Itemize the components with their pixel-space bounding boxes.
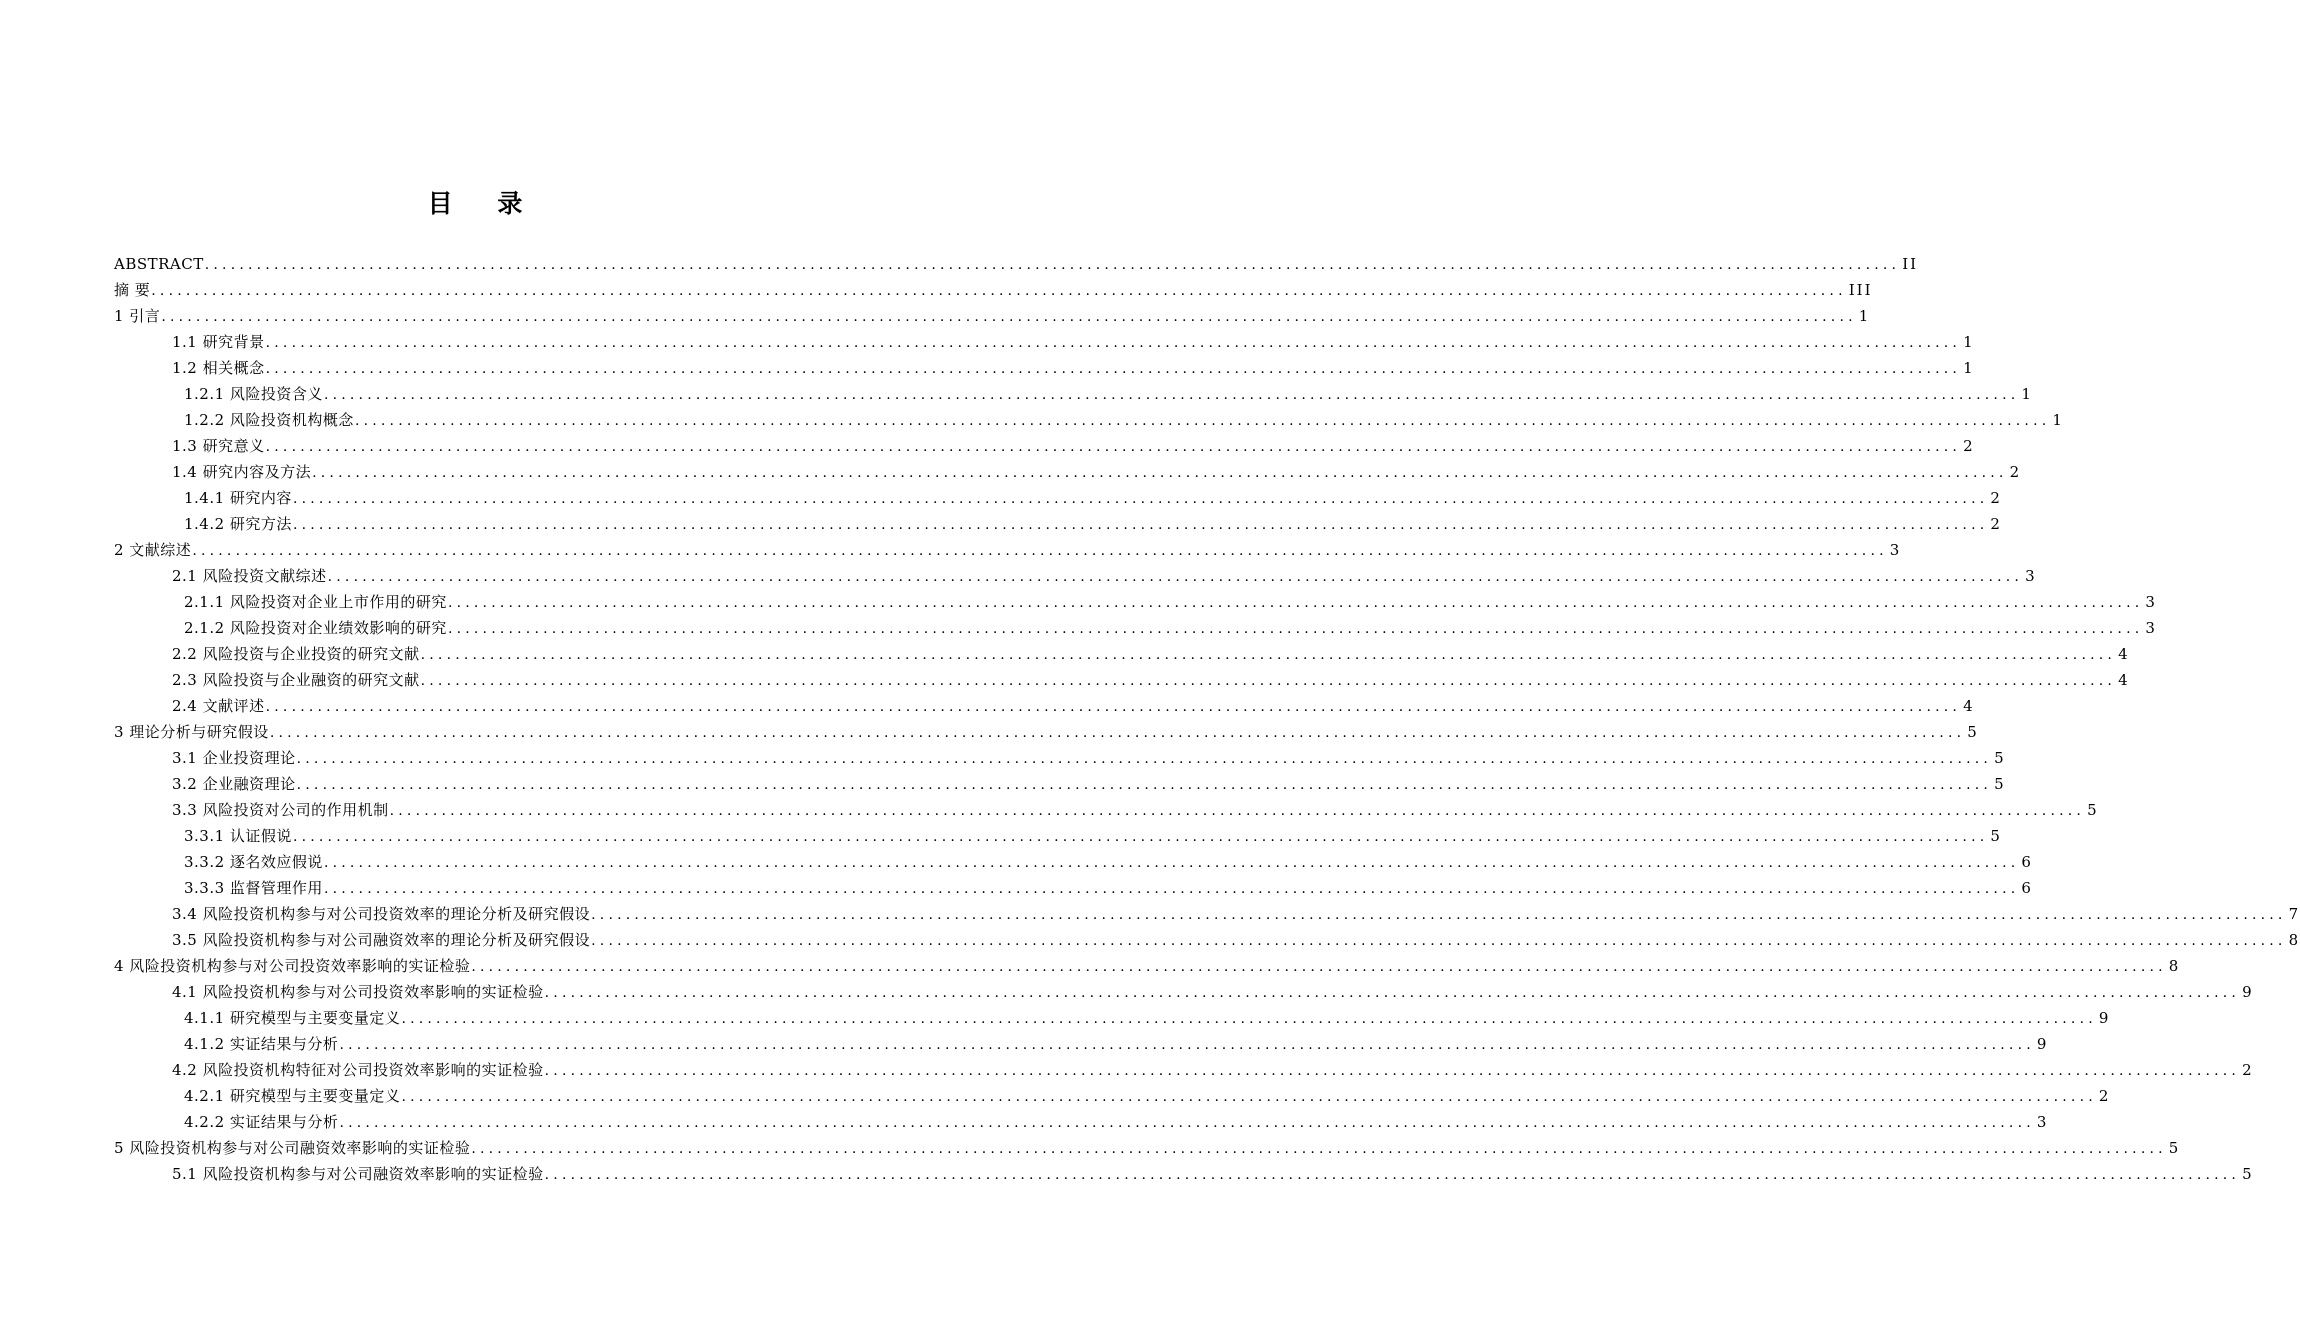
toc-entry-label: 3.2 企业融资理论 [172,775,296,793]
toc-entry-label: 3.3.3 监督管理作用 [184,879,323,897]
toc-entry-label: 1.3 研究意义 [172,437,265,455]
toc-entry-page-number: 1 [2021,385,2033,403]
dot-leader [205,252,1900,278]
toc-entry-page-number: 3 [2036,1113,2049,1131]
toc-entry[interactable] [114,771,2006,797]
toc-entry-label: 3 理论分析与研究假设 [114,723,269,741]
dot-leader [591,902,2286,928]
toc-entry-label: 摘 要 [114,281,151,299]
toc-entry[interactable] [114,589,2157,615]
dot-leader [421,642,2116,668]
toc-entry[interactable] [114,251,1919,277]
toc-entry-page-number: 3 [1889,541,1902,559]
toc-entry[interactable] [114,849,2033,875]
toc-entry-label: 4.1 风险投资机构参与对公司投资效率影响的实证检验 [172,983,544,1001]
dot-leader [151,278,1846,304]
toc-entry[interactable] [114,719,1979,745]
dot-leader [266,330,1961,356]
toc-entry-page-number: 8 [2168,957,2181,975]
dot-leader [266,356,1961,382]
toc-entry[interactable] [114,901,2300,927]
toc-entry-page-number: 9 [2098,1009,2111,1027]
toc-entry-label: 4.2.1 研究模型与主要变量定义 [184,1087,401,1105]
toc-entry-page-number: 5 [1967,723,1979,741]
dot-leader [471,954,2166,980]
toc-entry[interactable] [114,979,2254,1005]
toc-entry-page-number: 5 [2242,1165,2254,1183]
toc-entry-page-number: 2 [1990,489,2002,507]
toc-entry[interactable] [114,1057,2254,1083]
toc-entry-label: 3.3.2 逐名效应假说 [184,853,323,871]
toc-entry-page-number: 2 [2009,463,2022,481]
toc-entry-page-number: 9 [2036,1035,2049,1053]
toc-entry-page-number: 6 [2021,879,2033,897]
dot-leader [161,304,1856,330]
toc-entry-page-number: 5 [1990,827,2002,845]
toc-entry-label: 1.2.2 风险投资机构概念 [184,411,354,429]
toc-entry-label: 3.4 风险投资机构参与对公司投资效率的理论分析及研究假设 [172,905,591,923]
dot-leader [293,512,1988,538]
dot-leader [324,876,2019,902]
dot-leader [324,382,2019,408]
toc-entry[interactable] [114,1083,2111,1109]
toc-entry[interactable] [114,1161,2254,1187]
toc-entry-label: 3.3.1 认证假说 [184,827,292,845]
toc-entry-label: 1.4 研究内容及方法 [172,463,312,481]
toc-entry[interactable] [114,355,1975,381]
dot-leader [545,1162,2240,1188]
toc-entry-label: 1.2.1 风险投资含义 [184,385,323,403]
dot-leader [297,772,1992,798]
dot-leader [293,824,1988,850]
toc-entry-label: 5 风险投资机构参与对公司融资效率影响的实证检验 [114,1139,471,1157]
toc-entry-page-number: 5 [1994,775,2006,793]
dot-leader [339,1110,2034,1136]
toc-entry-label: 2.1.1 风险投资对企业上市作用的研究 [184,593,447,611]
toc-entry-label: 4.1.2 实证结果与分析 [184,1035,339,1053]
toc-entry[interactable] [114,277,1873,303]
toc-entry-label: 5.1 风险投资机构参与对公司融资效率影响的实证检验 [172,1165,544,1183]
toc-entry[interactable] [114,823,2002,849]
toc-title: 目 录 [427,189,541,218]
toc-entry-label: 1.1 研究背景 [172,333,265,351]
toc-entry[interactable] [114,459,2022,485]
dot-leader [545,1058,2240,1084]
toc-entry-label: 3.5 风险投资机构参与对公司融资效率的理论分析及研究假设 [172,931,591,949]
dot-leader [401,1006,2096,1032]
toc-entry-page-number: 1 [1963,333,1975,351]
toc-entry-label: 4.2.2 实证结果与分析 [184,1113,339,1131]
toc-entry-label: 2 文献综述 [114,541,192,559]
toc-entry-label: ABSTRACT [114,255,204,273]
toc-entry-page-number: 4 [2118,671,2130,689]
dot-leader [401,1084,2096,1110]
toc-entry-page-number: 7 [2288,905,2300,923]
toc-entry-label: 1.4.2 研究方法 [184,515,292,533]
dot-leader [324,850,2019,876]
toc-entry-label: 1.2 相关概念 [172,359,265,377]
toc-entry-page-number: 8 [2288,931,2300,949]
dot-leader [355,408,2050,434]
toc-entry-page-number: 4 [2118,645,2130,663]
dot-leader [591,928,2286,954]
toc-entry[interactable] [114,927,2300,953]
toc-entry[interactable] [114,433,1975,459]
toc-entry[interactable] [114,329,1975,355]
toc-entry-page-number: 2 [1990,515,2002,533]
toc-entry-page-number: 4 [1963,697,1975,715]
toc-entry[interactable] [114,303,1871,329]
toc-entry[interactable] [114,953,2181,979]
toc-entry-page-number: 9 [2242,983,2254,1001]
toc-entry-label: 1.4.1 研究内容 [184,489,292,507]
dot-leader [266,434,1961,460]
toc-entry-page-number: III [1848,281,1873,299]
toc-entry[interactable] [114,485,2002,511]
toc-entry[interactable] [114,875,2033,901]
toc-entry-page-number: 1 [1963,359,1975,377]
toc-entry-page-number: 1 [1858,307,1871,325]
dot-leader [328,564,2023,590]
toc-entry-label: 4.1.1 研究模型与主要变量定义 [184,1009,401,1027]
dot-leader [270,720,1965,746]
dot-leader [297,746,1992,772]
dot-leader [339,1032,2034,1058]
toc-entry-page-number: II [1902,255,1919,273]
toc-entry[interactable] [114,615,2157,641]
toc-entry-page-number: 2 [2098,1087,2111,1105]
toc-entry[interactable] [114,797,2099,823]
toc-entry[interactable] [114,1031,2049,1057]
toc-entry-label: 2.1.2 风险投资对企业绩效影响的研究 [184,619,447,637]
toc-entry-label: 2.1 风险投资文献综述 [172,567,327,585]
dot-leader [312,460,2007,486]
toc-entry[interactable] [114,745,2006,771]
toc-entry[interactable] [114,1135,2181,1161]
toc-entry-page-number: 3 [2145,619,2157,637]
toc-entry-label: 2.4 文献评述 [172,697,265,715]
dot-leader [293,486,1988,512]
toc-entry[interactable] [114,641,2130,667]
toc-entry-label: 3.1 企业投资理论 [172,749,296,767]
toc-entry-page-number: 2 [1963,437,1975,455]
toc-entry-page-number: 5 [2168,1139,2181,1157]
dot-leader [448,590,2143,616]
toc-entry-page-number: 3 [2145,593,2157,611]
toc-entry[interactable] [114,381,2033,407]
toc-entry[interactable] [114,667,2130,693]
toc-entry-label: 2.2 风险投资与企业投资的研究文献 [172,645,420,663]
toc-entry-label: 3.3 风险投资对公司的作用机制 [172,801,389,819]
dot-leader [448,616,2143,642]
toc-entry[interactable] [114,693,1975,719]
table-of-contents [114,251,2300,1187]
toc-entry-page-number: 1 [2052,411,2064,429]
toc-entry-page-number: 5 [2087,801,2099,819]
toc-entry[interactable] [114,1109,2049,1135]
toc-entry-page-number: 2 [2242,1061,2254,1079]
toc-entry-label: 4 风险投资机构参与对公司投资效率影响的实证检验 [114,957,471,975]
toc-entry-label: 4.2 风险投资机构特征对公司投资效率影响的实证检验 [172,1061,544,1079]
toc-entry-page-number: 3 [2025,567,2037,585]
toc-entry-label: 2.3 风险投资与企业融资的研究文献 [172,671,420,689]
toc-entry-label: 1 引言 [114,307,161,325]
dot-leader [390,798,2085,824]
toc-entry-page-number: 6 [2021,853,2033,871]
toc-entry[interactable] [114,407,2064,433]
dot-leader [471,1136,2166,1162]
dot-leader [421,668,2116,694]
dot-leader [545,980,2240,1006]
dot-leader [266,694,1961,720]
toc-entry[interactable] [114,563,2037,589]
toc-entry[interactable] [114,1005,2111,1031]
toc-entry-page-number: 5 [1994,749,2006,767]
toc-entry[interactable] [114,537,1902,563]
dot-leader [192,538,1887,564]
toc-entry[interactable] [114,511,2002,537]
